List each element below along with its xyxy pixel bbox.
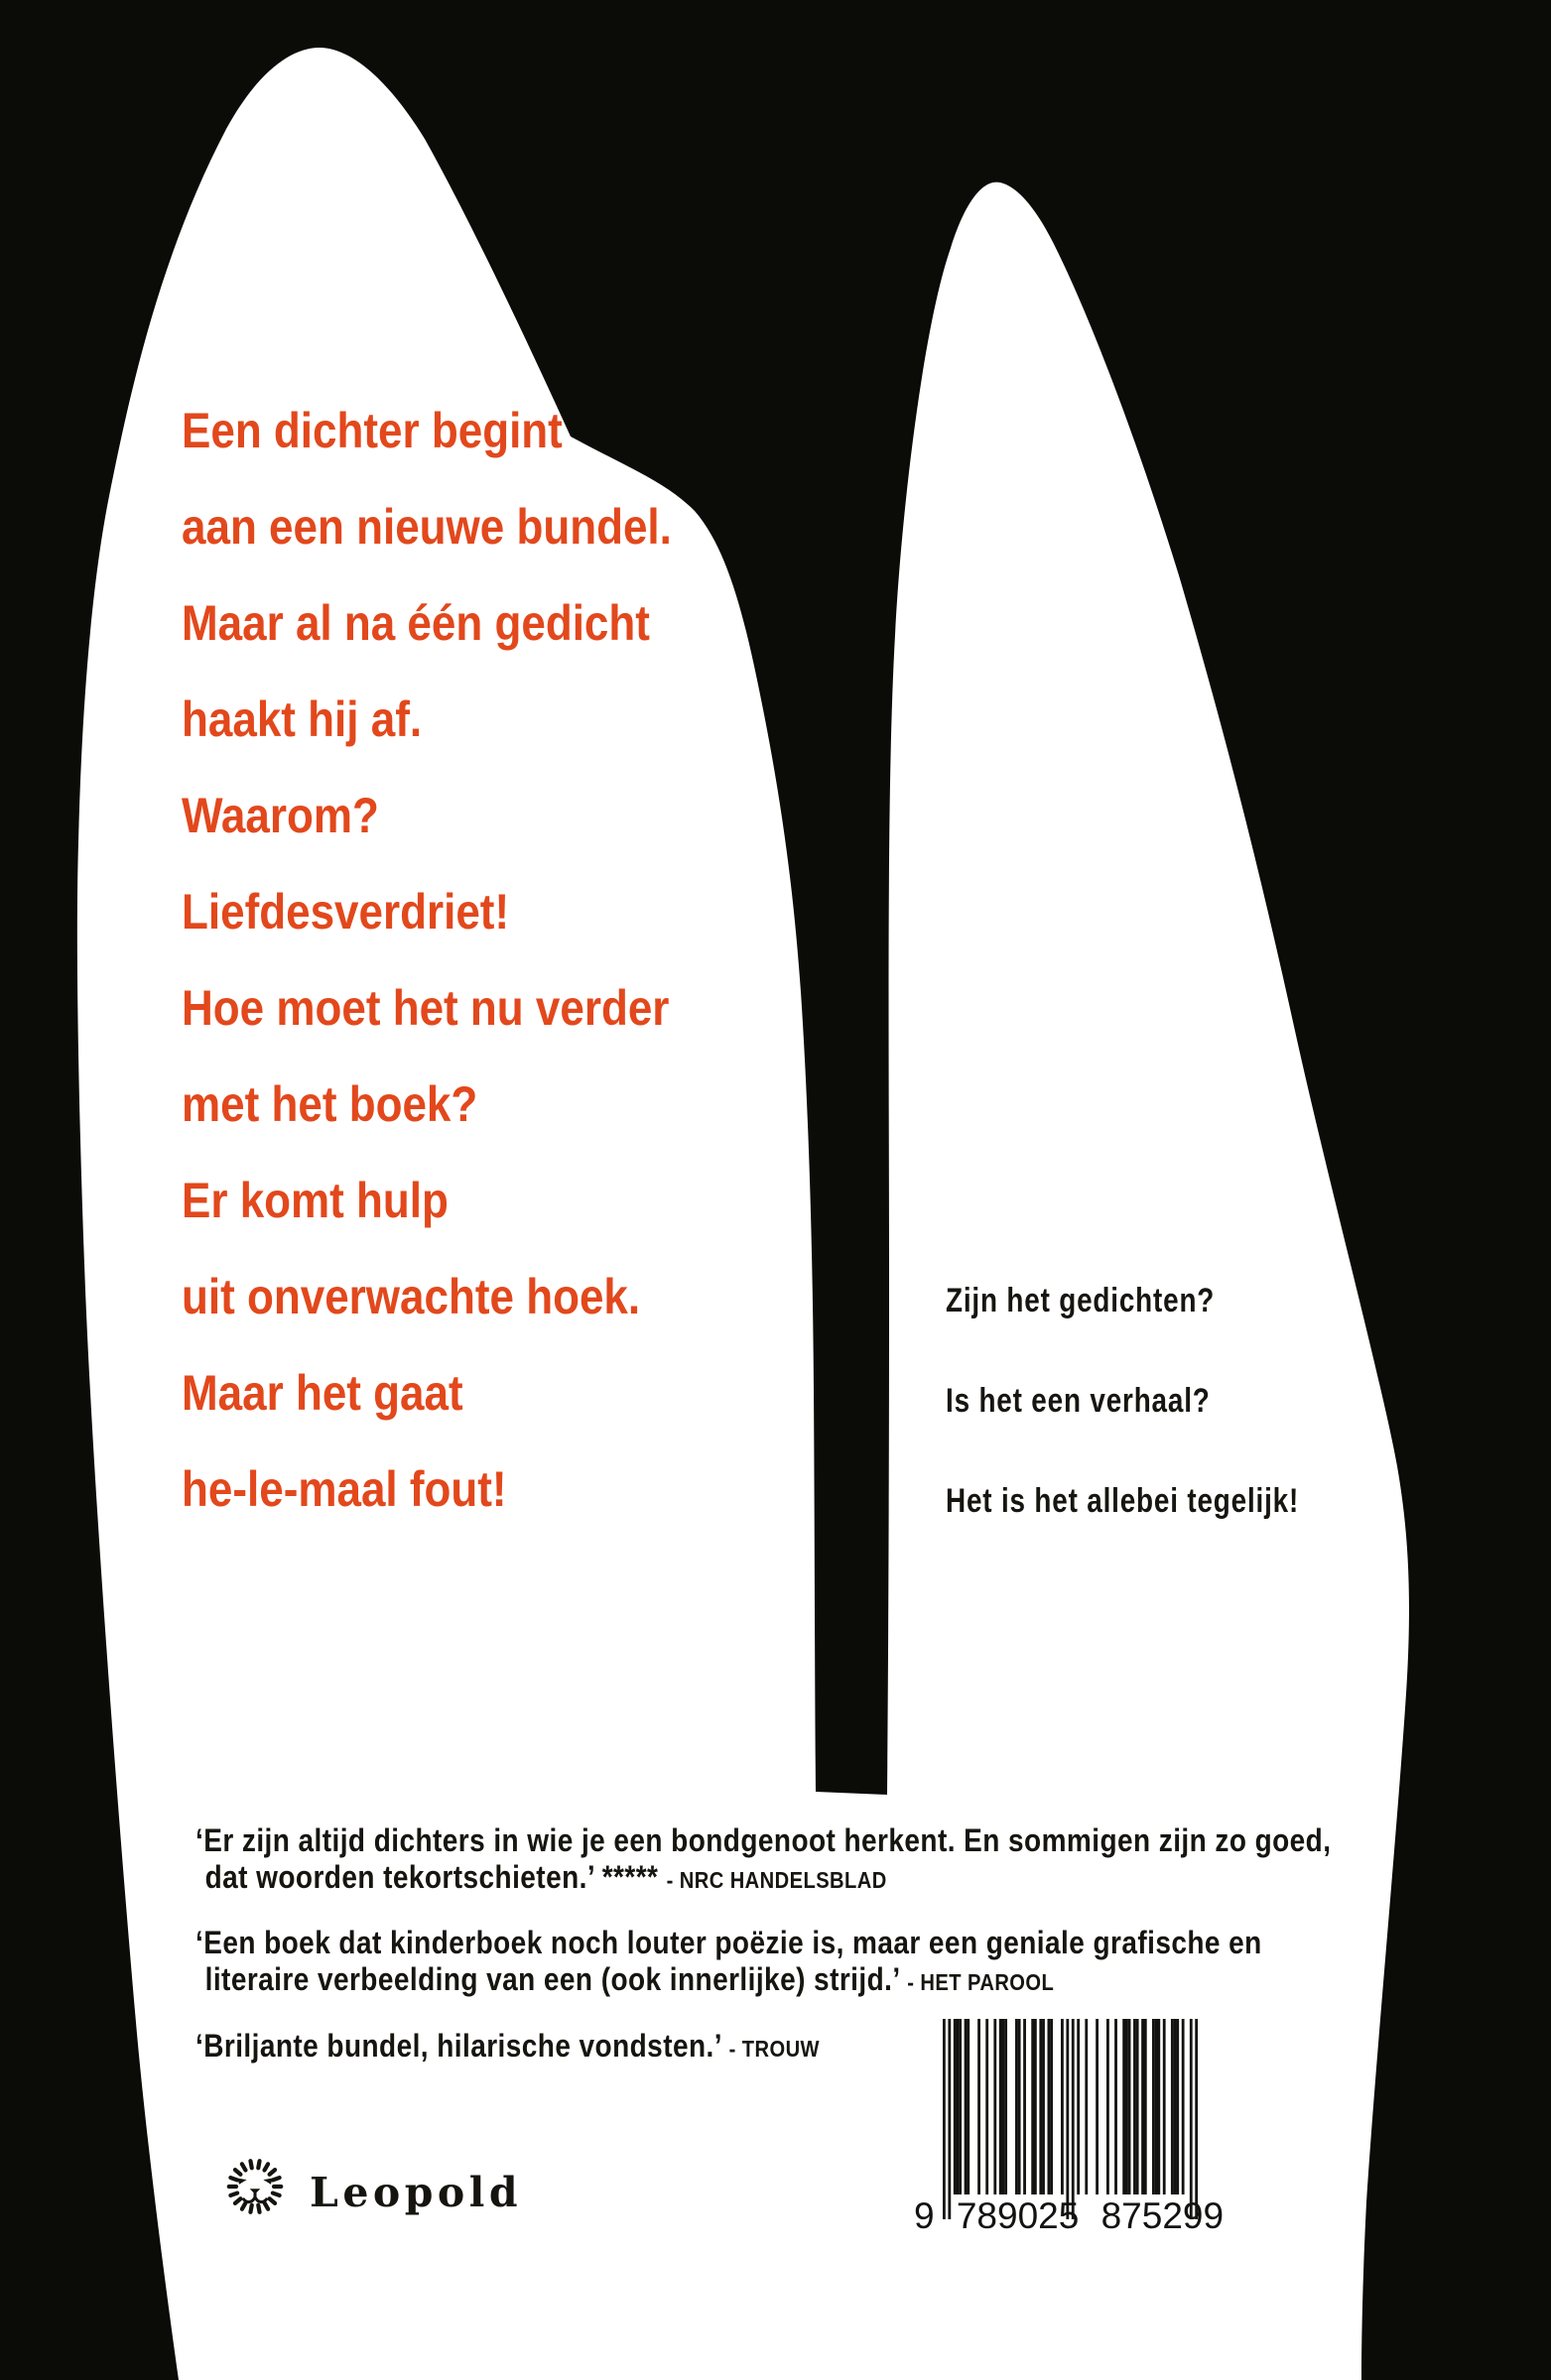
poem-line: uit onverwachte hoek. bbox=[182, 1269, 641, 1324]
poem-line: met het boek? bbox=[182, 1076, 478, 1132]
quote-text: ‘Briljante bundel, hilarische vondsten.’ bbox=[195, 2027, 729, 2064]
poem-line: Zijn het gedichten? bbox=[946, 1282, 1216, 1319]
quote-parool bbox=[195, 1925, 1376, 2000]
poem-line: he-le-maal fout! bbox=[182, 1461, 507, 1517]
barcode-digits: 9 789025 875299 bbox=[914, 2195, 1225, 2236]
poem-line: Liefdesverdriet! bbox=[182, 884, 510, 939]
quote-attribution: - HET PAROOL bbox=[907, 1968, 1055, 1995]
ean-barcode bbox=[943, 2019, 1199, 2222]
poem-line: Is het een verhaal? bbox=[946, 1382, 1211, 1420]
poem-line: Hoe moet het nu verder bbox=[182, 980, 670, 1036]
poem-line: Waarom? bbox=[182, 788, 379, 843]
quote-text: dat woorden tekortschieten.’ ***** bbox=[204, 1858, 667, 1895]
poem-line: Er komt hulp bbox=[182, 1173, 449, 1228]
poem-line: Maar het gaat bbox=[182, 1365, 463, 1421]
quote-attribution: - NRC HANDELSBLAD bbox=[666, 1866, 887, 1893]
quote-attribution: - TROUW bbox=[728, 2035, 820, 2062]
leopold-lion-icon bbox=[217, 2149, 293, 2224]
quote-nrc bbox=[195, 1822, 1376, 1898]
poem-line: Een dichter begint bbox=[182, 403, 563, 458]
press-quotes bbox=[195, 1822, 1376, 2067]
quote-text: ‘Er zijn altijd dichters in wie je een bondgenoot herkent. En sommigen zijn zo goed, bbox=[195, 1822, 1332, 1858]
publisher-name: Leopold bbox=[310, 2169, 523, 2216]
right-poem bbox=[946, 1251, 1299, 1552]
quote-trouw bbox=[195, 2028, 1376, 2067]
poem-line: haakt hij af. bbox=[182, 691, 423, 747]
quote-text: literaire verbeelding van een (ook innerlijke) strijd.’ bbox=[204, 1960, 908, 1997]
poem-line: aan een nieuwe bundel. bbox=[182, 499, 672, 555]
poem-line: Het is het allebei tegelijk! bbox=[946, 1482, 1300, 1520]
poem-line: Maar al na één gedicht bbox=[182, 595, 650, 651]
left-poem bbox=[182, 383, 672, 1538]
quote-text: ‘Een boek dat kinderboek noch louter poëzie is, maar een geniale grafische en bbox=[195, 1925, 1262, 1960]
